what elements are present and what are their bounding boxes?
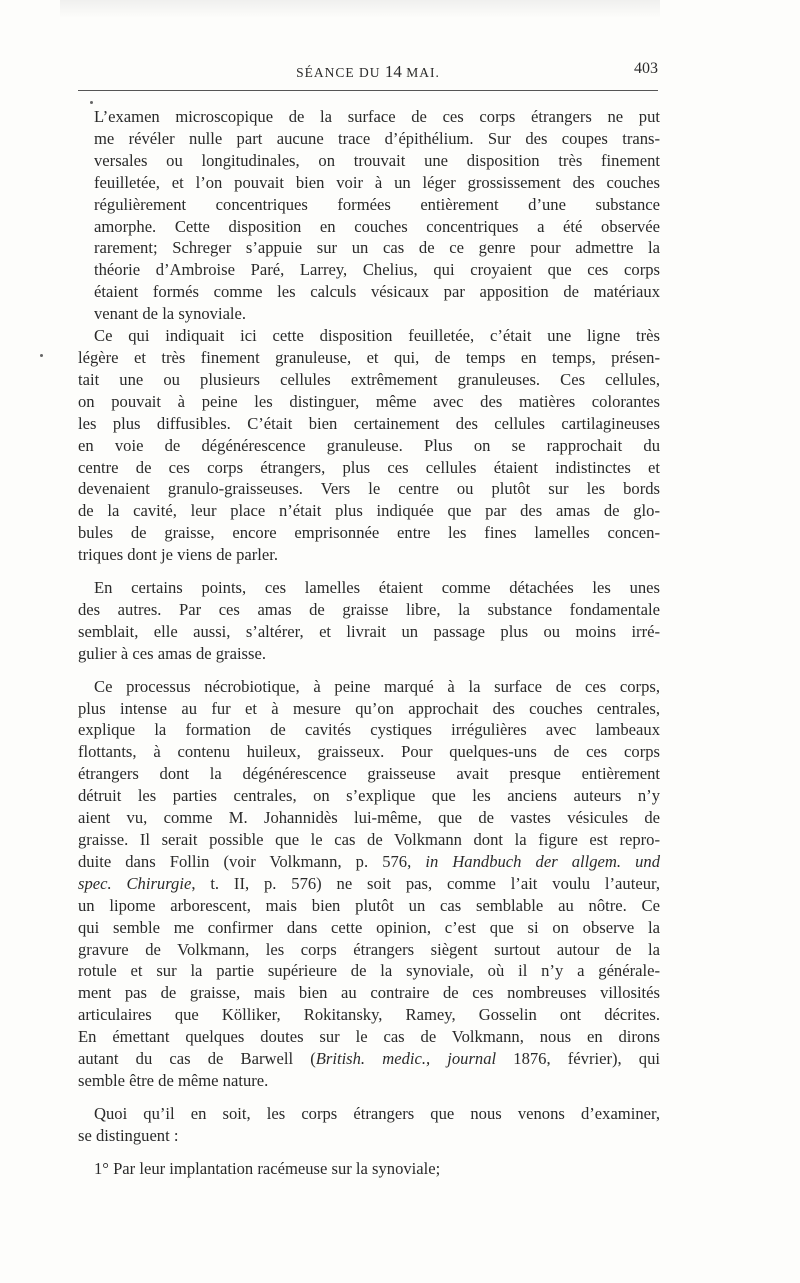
running-title [78, 62, 658, 82]
text-line: graisse. Il serait possible que le cas de Volkmann dont la figure est repro- [78, 830, 660, 849]
text-line: feuilletée, et l’on pouvait bien voir à un léger grossissement des couches [94, 172, 660, 192]
text-line: Ce qui indiquait ici cette disposition feuilletée, c’était une ligne très [94, 326, 660, 346]
text-line: détruit les parties centrales, on s’explique que les anciens auteurs n’y [78, 786, 660, 806]
paragraph-2 [78, 325, 660, 566]
text-line: ment pas de graisse, mais bien au contraire de ces nombreuses villosités [78, 983, 660, 1003]
text-segment: autant du cas de Barwell ( [78, 1049, 316, 1069]
text-line: Quoi qu’il en soit, les corps étrangers que nous venons d’examiner, [94, 1103, 660, 1123]
text-line: flottants, à contenu huileux, graisseux. Pour quelques-uns de ces corps [78, 742, 660, 762]
text-line: bules de graisse, encore emprisonnée entre les fines lamelles concen- [78, 523, 660, 543]
text-line: on pouvait à peine les distinguer, même avec des matières colorantes [78, 391, 660, 411]
text-line: plus intense au fur et à mesure qu’on approchait des couches centrales, [78, 698, 660, 718]
paragraph-4 [78, 676, 660, 1092]
text-line: articulaires que Kölliker, Rokitansky, Ramey, Gosselin ont décrites. [78, 1005, 660, 1025]
running-title-suffix: MAI. [401, 65, 440, 80]
margin-speck [40, 354, 43, 357]
text-segment: duite dans Follin (voir Volkmann, p. 576, [78, 851, 426, 871]
body-text [78, 106, 660, 1180]
text-line: centre de ces corps étrangers, plus ces cellules étaient indistinctes et [78, 457, 660, 477]
italic-citation: British. medic., journal [315, 1049, 497, 1069]
page-number: 403 [634, 60, 658, 77]
text-line: venant de la synoviale. [94, 304, 247, 324]
text-line: aient vu, comme M. Johannidès lui-même, que de vastes vésicules de [78, 808, 660, 828]
text-line: de la cavité, leur place n’était plus indiquée que par des amas de glo- [78, 501, 660, 521]
text-line-with-citation [78, 873, 660, 895]
text-line: Ce processus nécrobiotique, à peine marqué à la surface de ces corps, [94, 676, 660, 696]
text-line: devenaient granulo-graisseuses. Vers le centre ou plutôt sur les bords [78, 479, 660, 499]
text-line: légère et très finement granuleuse, et qui, de temps en temps, présen- [78, 347, 660, 367]
italic-citation: spec. Chirurgie [78, 873, 192, 893]
text-line: les plus diffusibles. C’était bien certainement des cellules cartilagineuses [78, 413, 660, 433]
text-line: théorie d’Ambroise Paré, Larrey, Chelius, qui croyaient que ces corps [94, 260, 660, 280]
paragraph-5 [78, 1103, 660, 1147]
italic-citation: in Handbuch der allgem. und [425, 851, 661, 871]
text-line: qui semble me confirmer dans cette opinion, c’est que si on observe la [78, 917, 660, 937]
text-line: se distinguent : [78, 1125, 179, 1145]
text-line-with-citation [78, 851, 660, 873]
text-line: des autres. Par ces amas de graisse libre, la substance fondamentale [78, 599, 660, 619]
text-line: gulier à ces amas de graisse. [78, 643, 266, 663]
text-line: L’examen microscopique de la surface de ces corps étrangers ne put [94, 107, 660, 126]
text-line: un lipome arborescent, mais bien plutôt un cas semblable au nôtre. Ce [78, 895, 660, 915]
paragraph-3 [78, 577, 660, 665]
text-line: triques dont je viens de parler. [78, 545, 278, 565]
text-segment: , t. II, p. 576) ne soit pas, comme l’ait voulu l’auteur, [191, 873, 660, 893]
text-line: en voie de dégénérescence granuleuse. Plus on se rapprochait du [78, 435, 660, 455]
text-line: gravure de Volkmann, les corps étrangers siègent surtout autour de la [78, 939, 660, 959]
text-line: semble être de même nature. [78, 1070, 269, 1090]
text-line: En certains points, ces lamelles étaient comme détachées les unes [94, 578, 660, 598]
text-line: me révéler nulle part aucune trace d’épithélium. Sur des coupes trans- [94, 128, 660, 148]
text-line: rotule et sur la partie supérieure de la synoviale, où il n’y a générale- [78, 961, 660, 981]
text-segment: 1876, février), qui [496, 1049, 660, 1069]
text-line: versales ou longitudinales, on trouvait une disposition très finement [94, 150, 660, 170]
text-line: amorphe. Cette disposition en couches concentriques a été observée [94, 216, 660, 236]
text-line: étaient formés comme les calculs vésicaux par apposition de matériaux [94, 282, 660, 302]
text-line: étrangers dont la dégénérescence graisseuse avait presque entièrement [78, 764, 660, 784]
paragraph-6 [78, 1158, 660, 1180]
text-line: explique la formation de cavités cystiques irrégulières avec lambeaux [78, 720, 660, 740]
paragraph-1 [78, 106, 660, 325]
scan-shadow [60, 0, 660, 18]
running-title-prefix: SÉANCE DU [296, 65, 385, 80]
text-line: 1° Par leur implantation racémeuse sur la synoviale; [94, 1158, 441, 1178]
running-title-day: 14 [384, 62, 402, 81]
text-line: rarement; Schreger s’appuie sur un cas de ce genre pour admettre la [94, 238, 660, 258]
text-line: En émettant quelques doutes sur le cas de Volkmann, nous en dirons [78, 1027, 660, 1047]
text-line: régulièrement concentriques formées entièrement d’une substance [94, 194, 660, 214]
margin-speck [90, 101, 93, 104]
text-line-with-citation [78, 1048, 660, 1070]
text-line: semblait, elle aussi, s’altérer, et livrait un passage plus ou moins irré- [78, 621, 660, 641]
header-rule [78, 90, 658, 91]
running-header [78, 56, 658, 86]
text-line: tait une ou plusieurs cellules extrêmement granuleuses. Ces cellules, [78, 369, 660, 389]
